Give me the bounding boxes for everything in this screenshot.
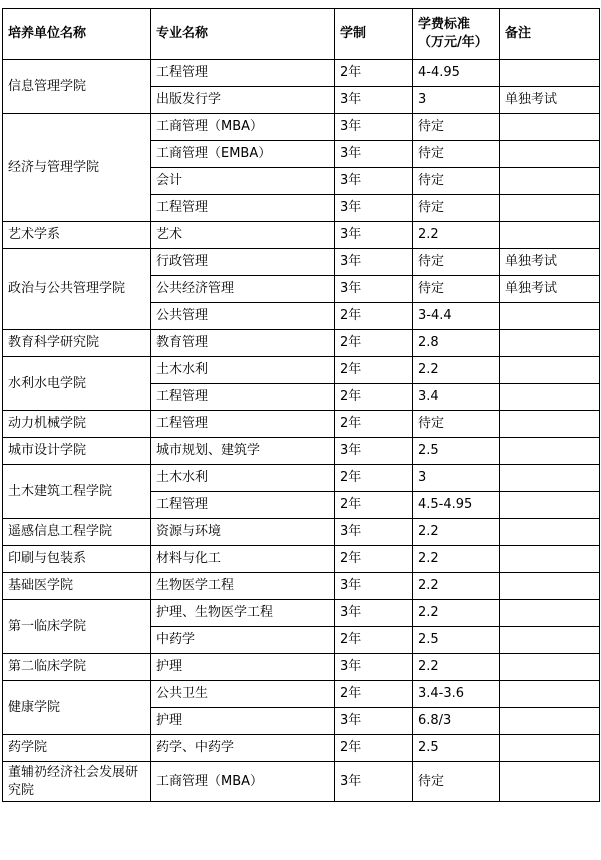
- cell-major-name: 药学、中药学: [151, 735, 335, 762]
- cell-remark: [500, 465, 600, 492]
- cell-unit-name: 基础医学院: [3, 573, 151, 600]
- cell-study-years: 3年: [335, 87, 413, 114]
- cell-study-years: 2年: [335, 681, 413, 708]
- cell-major-name: 会计: [151, 168, 335, 195]
- table-header-row: [3, 9, 600, 60]
- cell-remark: [500, 708, 600, 735]
- cell-study-years: 3年: [335, 438, 413, 465]
- cell-unit-name: 动力机械学院: [3, 411, 151, 438]
- cell-major-name: 工商管理（EMBA）: [151, 141, 335, 168]
- cell-study-years: 3年: [335, 573, 413, 600]
- cell-study-years: 3年: [335, 519, 413, 546]
- cell-unit-name: 健康学院: [3, 681, 151, 735]
- cell-tuition-fee: 待定: [413, 762, 500, 802]
- cell-tuition-fee: 2.2: [413, 546, 500, 573]
- cell-major-name: 公共卫生: [151, 681, 335, 708]
- table-row: [3, 357, 600, 384]
- cell-unit-name: 第一临床学院: [3, 600, 151, 654]
- cell-major-name: 行政管理: [151, 249, 335, 276]
- cell-study-years: 2年: [335, 303, 413, 330]
- cell-study-years: 2年: [335, 60, 413, 87]
- cell-study-years: 2年: [335, 627, 413, 654]
- cell-major-name: 护理: [151, 654, 335, 681]
- cell-major-name: 教育管理: [151, 330, 335, 357]
- cell-major-name: 工程管理: [151, 60, 335, 87]
- cell-major-name: 工程管理: [151, 492, 335, 519]
- cell-tuition-fee: 3-4.4: [413, 303, 500, 330]
- cell-tuition-fee: 待定: [413, 168, 500, 195]
- cell-study-years: 3年: [335, 654, 413, 681]
- cell-tuition-fee: 3: [413, 465, 500, 492]
- cell-tuition-fee: 待定: [413, 114, 500, 141]
- cell-remark: 单独考试: [500, 87, 600, 114]
- table-row: [3, 438, 600, 465]
- table-row: [3, 654, 600, 681]
- cell-major-name: 艺术: [151, 222, 335, 249]
- cell-remark: [500, 735, 600, 762]
- cell-unit-name: 艺术学系: [3, 222, 151, 249]
- table-row: [3, 222, 600, 249]
- cell-tuition-fee: 2.2: [413, 222, 500, 249]
- cell-major-name: 资源与环境: [151, 519, 335, 546]
- table-row: [3, 762, 600, 802]
- cell-tuition-fee: 2.5: [413, 627, 500, 654]
- cell-unit-name: 政治与公共管理学院: [3, 249, 151, 330]
- table-row: [3, 573, 600, 600]
- table-row: [3, 465, 600, 492]
- cell-study-years: 3年: [335, 600, 413, 627]
- cell-remark: [500, 654, 600, 681]
- cell-unit-name: 城市设计学院: [3, 438, 151, 465]
- cell-major-name: 工商管理（MBA）: [151, 762, 335, 802]
- table-row: [3, 330, 600, 357]
- cell-remark: [500, 384, 600, 411]
- cell-remark: 单独考试: [500, 249, 600, 276]
- cell-major-name: 工程管理: [151, 411, 335, 438]
- cell-remark: [500, 627, 600, 654]
- cell-remark: [500, 546, 600, 573]
- table-row: [3, 546, 600, 573]
- cell-major-name: 生物医学工程: [151, 573, 335, 600]
- column-header-remark: 备注: [500, 9, 600, 60]
- cell-study-years: 2年: [335, 735, 413, 762]
- cell-remark: [500, 303, 600, 330]
- cell-tuition-fee: 3.4-3.6: [413, 681, 500, 708]
- cell-study-years: 3年: [335, 249, 413, 276]
- cell-remark: [500, 573, 600, 600]
- cell-study-years: 2年: [335, 330, 413, 357]
- cell-unit-name: 药学院: [3, 735, 151, 762]
- cell-tuition-fee: 2.2: [413, 519, 500, 546]
- tuition-standards-table: [2, 8, 600, 802]
- cell-tuition-fee: 2.2: [413, 600, 500, 627]
- cell-tuition-fee: 待定: [413, 195, 500, 222]
- cell-major-name: 材料与化工: [151, 546, 335, 573]
- cell-study-years: 2年: [335, 357, 413, 384]
- cell-tuition-fee: 待定: [413, 411, 500, 438]
- cell-remark: [500, 492, 600, 519]
- table-row: [3, 600, 600, 627]
- cell-remark: [500, 60, 600, 87]
- cell-unit-name: 董辅礽经济社会发展研究院: [3, 762, 151, 802]
- cell-tuition-fee: 2.2: [413, 573, 500, 600]
- cell-major-name: 工程管理: [151, 195, 335, 222]
- cell-study-years: 2年: [335, 384, 413, 411]
- cell-unit-name: 第二临床学院: [3, 654, 151, 681]
- table-row: [3, 681, 600, 708]
- cell-remark: [500, 141, 600, 168]
- cell-unit-name: 经济与管理学院: [3, 114, 151, 222]
- cell-unit-name: 土木建筑工程学院: [3, 465, 151, 519]
- table-row: [3, 114, 600, 141]
- cell-major-name: 出版发行学: [151, 87, 335, 114]
- cell-study-years: 3年: [335, 276, 413, 303]
- cell-remark: [500, 114, 600, 141]
- cell-tuition-fee: 2.5: [413, 438, 500, 465]
- cell-remark: [500, 222, 600, 249]
- table-row: [3, 735, 600, 762]
- cell-tuition-fee: 2.2: [413, 357, 500, 384]
- cell-major-name: 护理: [151, 708, 335, 735]
- cell-study-years: 2年: [335, 492, 413, 519]
- cell-major-name: 护理、生物医学工程: [151, 600, 335, 627]
- cell-study-years: 3年: [335, 222, 413, 249]
- cell-study-years: 3年: [335, 762, 413, 802]
- column-header-years: 学制: [335, 9, 413, 60]
- cell-remark: [500, 168, 600, 195]
- cell-major-name: 土木水利: [151, 465, 335, 492]
- cell-unit-name: 水利水电学院: [3, 357, 151, 411]
- cell-unit-name: 信息管理学院: [3, 60, 151, 114]
- cell-remark: [500, 411, 600, 438]
- cell-remark: [500, 762, 600, 802]
- cell-study-years: 2年: [335, 546, 413, 573]
- table-row: [3, 411, 600, 438]
- cell-remark: [500, 357, 600, 384]
- cell-remark: 单独考试: [500, 276, 600, 303]
- cell-tuition-fee: 待定: [413, 249, 500, 276]
- cell-major-name: 土木水利: [151, 357, 335, 384]
- cell-major-name: 中药学: [151, 627, 335, 654]
- cell-tuition-fee: 待定: [413, 141, 500, 168]
- cell-study-years: 3年: [335, 708, 413, 735]
- cell-study-years: 3年: [335, 141, 413, 168]
- cell-remark: [500, 438, 600, 465]
- column-header-fee: 学费标准（万元/年）: [413, 9, 500, 60]
- cell-major-name: 城市规划、建筑学: [151, 438, 335, 465]
- cell-remark: [500, 330, 600, 357]
- cell-unit-name: 印刷与包装系: [3, 546, 151, 573]
- table-row: [3, 60, 600, 87]
- cell-major-name: 工程管理: [151, 384, 335, 411]
- cell-study-years: 3年: [335, 168, 413, 195]
- cell-major-name: 公共经济管理: [151, 276, 335, 303]
- column-header-major: 专业名称: [151, 9, 335, 60]
- cell-remark: [500, 195, 600, 222]
- cell-tuition-fee: 待定: [413, 276, 500, 303]
- cell-major-name: 公共管理: [151, 303, 335, 330]
- cell-tuition-fee: 3: [413, 87, 500, 114]
- cell-remark: [500, 681, 600, 708]
- table-row: [3, 249, 600, 276]
- cell-tuition-fee: 2.2: [413, 654, 500, 681]
- cell-study-years: 3年: [335, 114, 413, 141]
- cell-tuition-fee: 2.5: [413, 735, 500, 762]
- cell-remark: [500, 519, 600, 546]
- table-row: [3, 519, 600, 546]
- cell-major-name: 工商管理（MBA）: [151, 114, 335, 141]
- cell-tuition-fee: 2.8: [413, 330, 500, 357]
- column-header-unit: 培养单位名称: [3, 9, 151, 60]
- cell-tuition-fee: 4.5-4.95: [413, 492, 500, 519]
- cell-tuition-fee: 3.4: [413, 384, 500, 411]
- cell-tuition-fee: 4-4.95: [413, 60, 500, 87]
- cell-study-years: 3年: [335, 195, 413, 222]
- cell-unit-name: 遥感信息工程学院: [3, 519, 151, 546]
- table-body: [3, 60, 600, 802]
- cell-tuition-fee: 6.8/3: [413, 708, 500, 735]
- cell-study-years: 2年: [335, 411, 413, 438]
- cell-study-years: 2年: [335, 465, 413, 492]
- cell-unit-name: 教育科学研究院: [3, 330, 151, 357]
- cell-remark: [500, 600, 600, 627]
